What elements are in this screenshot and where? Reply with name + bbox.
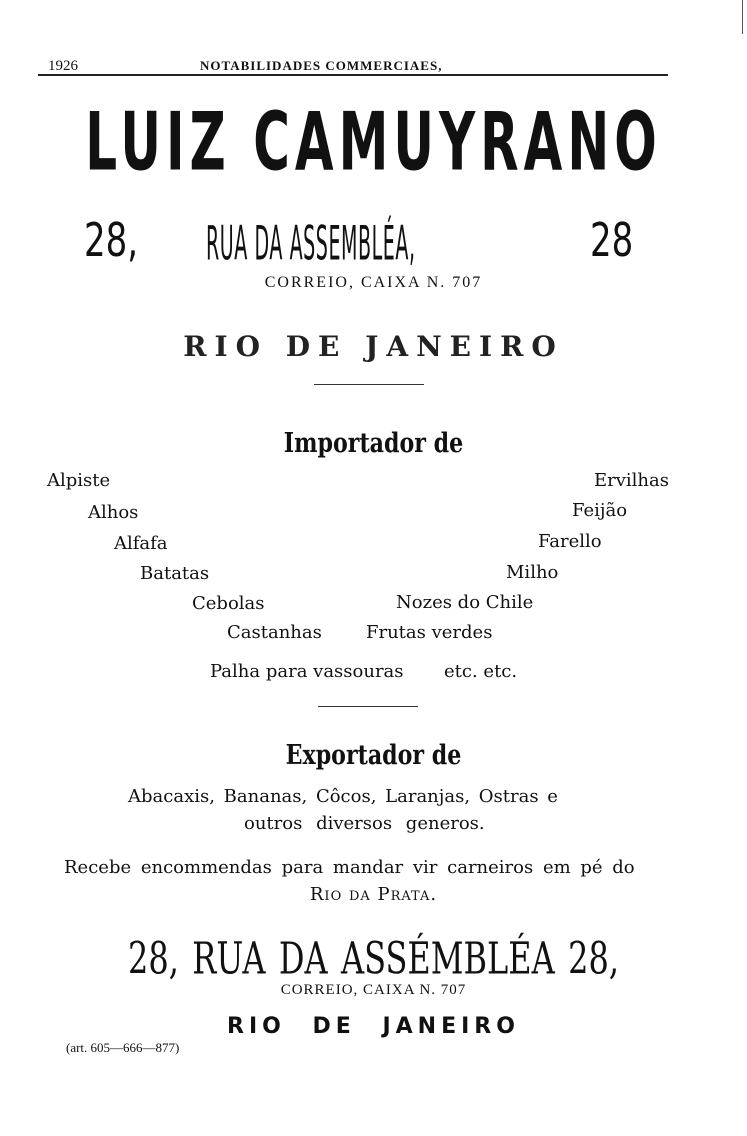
- import-item: Feijão: [572, 500, 628, 521]
- notice-line-2: Rio da Prata.: [309, 884, 438, 905]
- divider: [318, 706, 418, 707]
- margin-rule: [742, 0, 743, 34]
- exports-heading: Exportador de: [285, 740, 462, 771]
- import-item: Nozes do Chile: [396, 592, 534, 613]
- city-name: RIO DE JANEIRO: [183, 330, 564, 363]
- import-item: Farello: [538, 531, 602, 552]
- import-item: Castanhas: [227, 622, 322, 643]
- article-reference: (art. 605—666—877): [66, 1040, 180, 1055]
- import-item-last: Palha para vassouras: [210, 661, 404, 682]
- address-number-right: 28: [590, 214, 634, 268]
- header-rule: [38, 74, 668, 76]
- firm-name: LUIZ CAMUYRANO: [85, 96, 662, 189]
- street-name: RUA DA ASSEMBLÉA,: [206, 216, 416, 272]
- address-number-left: 28,: [84, 214, 139, 268]
- divider: [314, 384, 424, 385]
- import-item: Milho: [506, 562, 559, 583]
- import-item: Batatas: [140, 563, 210, 584]
- footer-postbox: CORREIO, CAIXA N. 707: [280, 982, 467, 998]
- import-item: Alpiste: [47, 470, 111, 491]
- import-etc: etc. etc.: [444, 661, 518, 682]
- import-item: Alfafa: [114, 533, 168, 554]
- import-item: Cebolas: [192, 593, 265, 614]
- footer-street: 28, RUA DA ASSÉMBLÉA 28,: [128, 934, 619, 985]
- imports-heading: Importador de: [283, 428, 464, 459]
- notice-line-1: Recebe encommendas para mandar vir carneiros em pé do: [64, 857, 635, 878]
- import-item: Ervilhas: [594, 470, 669, 491]
- running-title: NOTABILIDADES COMMERCIAES,: [200, 58, 443, 73]
- exports-line-1: Abacaxis, Bananas, Côcos, Laranjas, Ostras e: [128, 786, 558, 807]
- postbox: CORREIO, CAIXA N. 707: [264, 274, 483, 291]
- import-item: Frutas verdes: [366, 622, 493, 643]
- page-number: 1926: [48, 58, 78, 74]
- import-item: Alhos: [88, 502, 139, 523]
- exports-line-2: outros diversos generos.: [244, 813, 485, 834]
- footer-city: RIO DE JANEIRO: [227, 1014, 520, 1039]
